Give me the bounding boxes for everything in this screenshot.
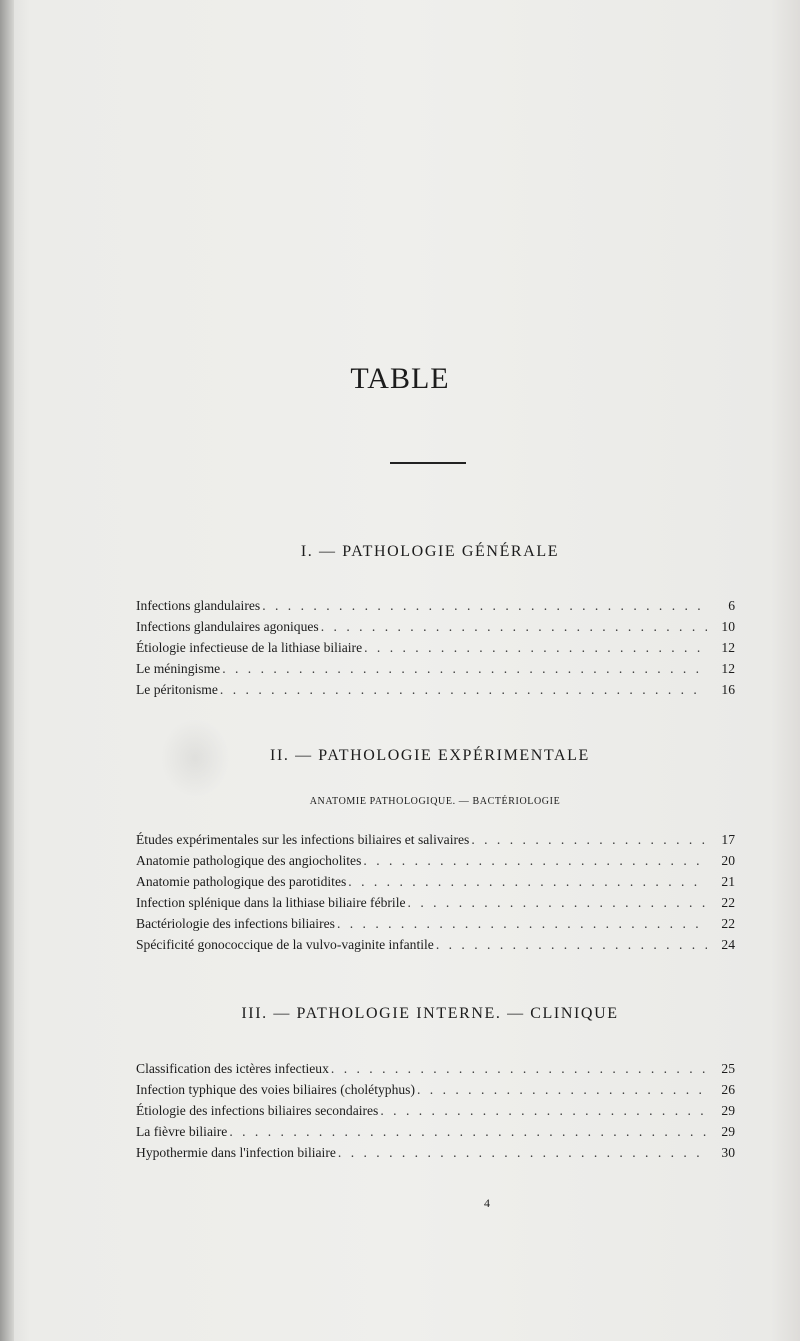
toc-entry: Infections glandulaires agoniques . . . 10 — [136, 616, 735, 637]
section-2-title: II. — PATHOLOGIE EXPÉRIMENTALE — [270, 747, 590, 764]
section-3-title: III. — PATHOLOGIE INTERNE. — CLINIQUE — [241, 1005, 619, 1022]
page-folio: 4 — [484, 1196, 490, 1210]
toc-entry: Le méningisme . . . 12 — [136, 658, 735, 679]
section-1-entries — [136, 595, 735, 700]
toc-entry: Anatomie pathologique des parotidites . . . 21 — [136, 871, 735, 892]
toc-entry: Spécificité gonococcique de la vulvo-vaginite infantile . . . 24 — [136, 934, 735, 955]
toc-entry: Étiologie infectieuse de la lithiase biliaire . . . 12 — [136, 637, 735, 658]
section-2-subtitle: ANATOMIE PATHOLOGIQUE. — BACTÉRIOLOGIE — [309, 796, 561, 807]
toc-entry: Classification des ictères infectieux . . . 25 — [136, 1058, 735, 1079]
section-1-title: I. — PATHOLOGIE GÉNÉRALE — [300, 543, 560, 560]
toc-entry: Infection typhique des voies biliaires (cholétyphus) . . . 26 — [136, 1079, 735, 1100]
toc-entry: Infections glandulaires . . . 6 — [136, 595, 735, 616]
page-title: TABLE — [350, 362, 450, 395]
toc-entry: Bactériologie des infections biliaires . . . 22 — [136, 913, 735, 934]
book-spine-shadow — [0, 0, 14, 1341]
toc-entry: La fièvre biliaire . . . 29 — [136, 1121, 735, 1142]
section-2-entries — [136, 829, 735, 955]
toc-entry: Le péritonisme . . . 16 — [136, 679, 735, 700]
toc-entry: Études expérimentales sur les infections biliaires et salivaires . . . 17 — [136, 829, 735, 850]
section-3-entries — [136, 1058, 735, 1163]
toc-entry: Anatomie pathologique des angiocholites . . . 20 — [136, 850, 735, 871]
title-rule — [390, 462, 466, 464]
toc-entry: Hypothermie dans l'infection biliaire . . . 30 — [136, 1142, 735, 1163]
toc-entry: Infection splénique dans la lithiase biliaire fébrile . . . 22 — [136, 892, 735, 913]
toc-entry: Étiologie des infections biliaires secondaires . . . 29 — [136, 1100, 735, 1121]
